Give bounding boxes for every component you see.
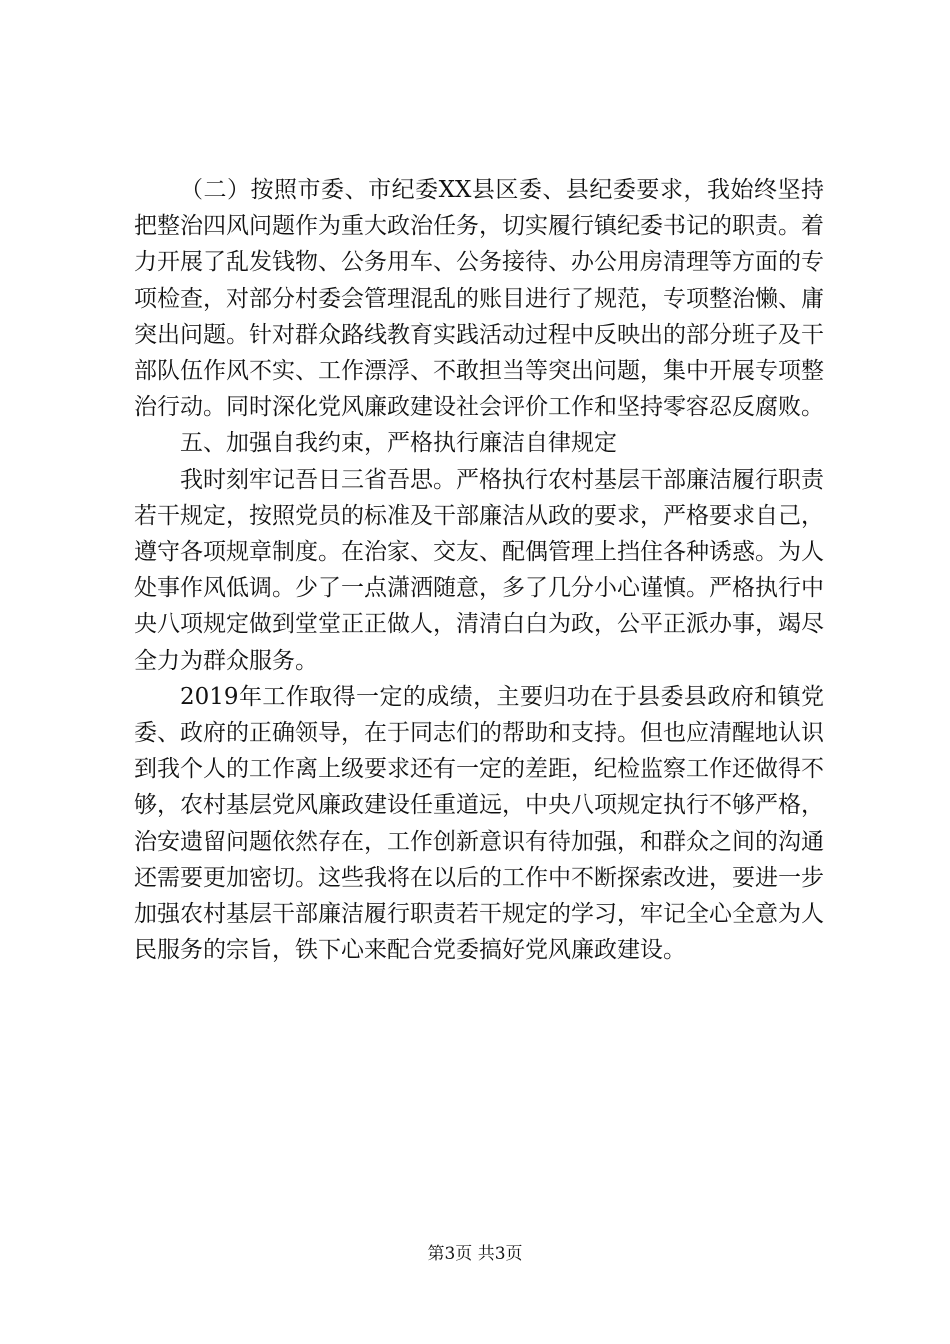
paragraph-summary-2019: 2019年工作取得一定的成绩，主要归功在于县委县政府和镇党委、政府的正确领导，在于同志们的帮助和支持。但也应清醒地认识到我个人的工作离上级要求还有一定的差距，纪检监察工作还做得不够，农村基层党风廉政建设任重道远，中央八项规定执行不够严格，治安遗留问题依然存在，工作创新意识有待加强，和群众之间的沟通还需要更加密切。这些我将在以后的工作中不断探索改进，要进一步加强农村基层干部廉洁履行职责若干规定的学习，牢记全心全意为人民服务的宗旨，铁下心来配合党委搞好党风廉政建设。 bbox=[134, 683, 824, 964]
section-heading-self-discipline: 五、加强自我约束，严格执行廉洁自律规定 bbox=[180, 430, 617, 457]
paragraph-rectification: （二）按照市委、市纪委XX县区委、县纪委要求，我始终坚持把整治四风问题作为重大政治任务，切实履行镇纪委书记的职责。着力开展了乱发钱物、公务用车、公务接待、办公用房清理等方面的专项检查，对部分村委会管理混乱的账目进行了规范，专项整治懒、庸突出问题。针对群众路线教育实践活动过程中反映出的部分班子及干部队伍作风不实、工作漂浮、不敢担当等突出问题，集中开展专项整治行动。同时深化党风廉政建设社会评价工作和坚持零容忍反腐败。 bbox=[134, 177, 824, 421]
page-footer: 第3页 共3页 bbox=[427, 1244, 523, 1264]
paragraph-self-discipline: 我时刻牢记吾日三省吾思。严格执行农村基层干部廉洁履行职责若干规定，按照党员的标准及干部廉洁从政的要求，严格要求自己，遵守各项规章制度。在治家、交友、配偶管理上挡住各种诱惑。为人处事作风低调。少了一点潇洒随意，多了几分小心谨慎。严格执行中央八项规定做到堂堂正正做人，清清白白为政，公平正派办事，竭尽全力为群众服务。 bbox=[134, 466, 824, 674]
document-body bbox=[134, 172, 824, 968]
